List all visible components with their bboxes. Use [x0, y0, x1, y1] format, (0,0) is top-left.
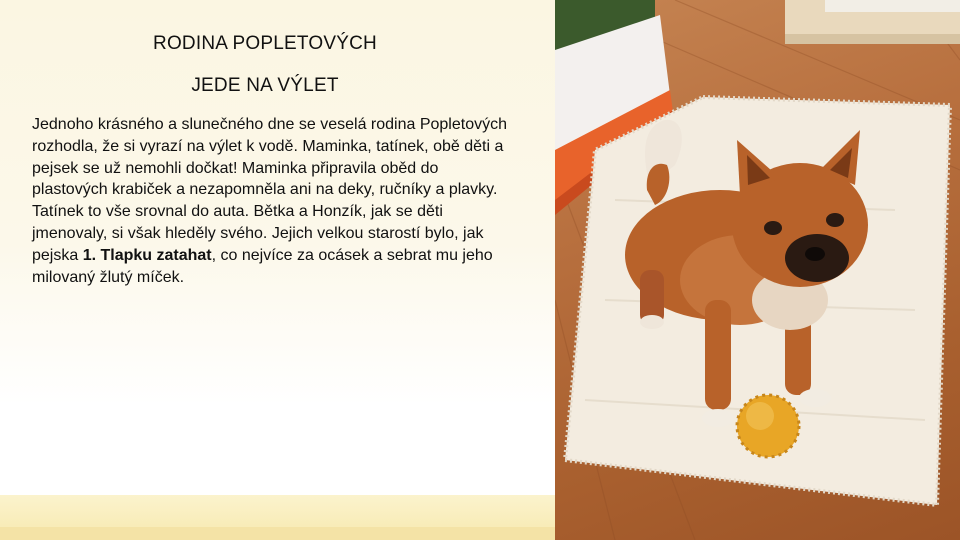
decorative-bottom-band [0, 495, 555, 540]
story-paragraph [32, 114, 510, 288]
puppy-photo [555, 0, 960, 540]
radiator [825, 0, 960, 12]
story-text-part1: Jednoho krásného a slunečného dne se veselá rodina Popletových rozhodla, že si vyrazí na výlet k vodě. Maminka, tatínek, obě děti a pejsek se už nemohli dočkat! Maminka připravila oběd do plastových krabiček a nezapomněla ani na deky, ručníky a plavky. Tatínek to vše srovnal do auta. Bětka a Honzík, jak se děti jmenovaly, si však hleděly svého. Jejich velkou starostí bylo, jak pejska [32, 116, 507, 264]
story-text-part2: , co nejvíce za ocásek a sebrat mu jeho milovaný žlutý míček. [32, 246, 493, 286]
baseboard [785, 34, 960, 44]
yellow-ball-icon [737, 395, 799, 457]
puppy-photo-illustration [555, 0, 960, 540]
panel-background-block [0, 405, 265, 495]
story-bold-phrase: 1. Tlapku zatahat [82, 246, 212, 264]
decorative-stripe [0, 527, 555, 540]
slide-title-line1: RODINA POPLETOVÝCH [153, 33, 377, 54]
slide-title-line2: JEDE NA VÝLET [191, 75, 339, 96]
